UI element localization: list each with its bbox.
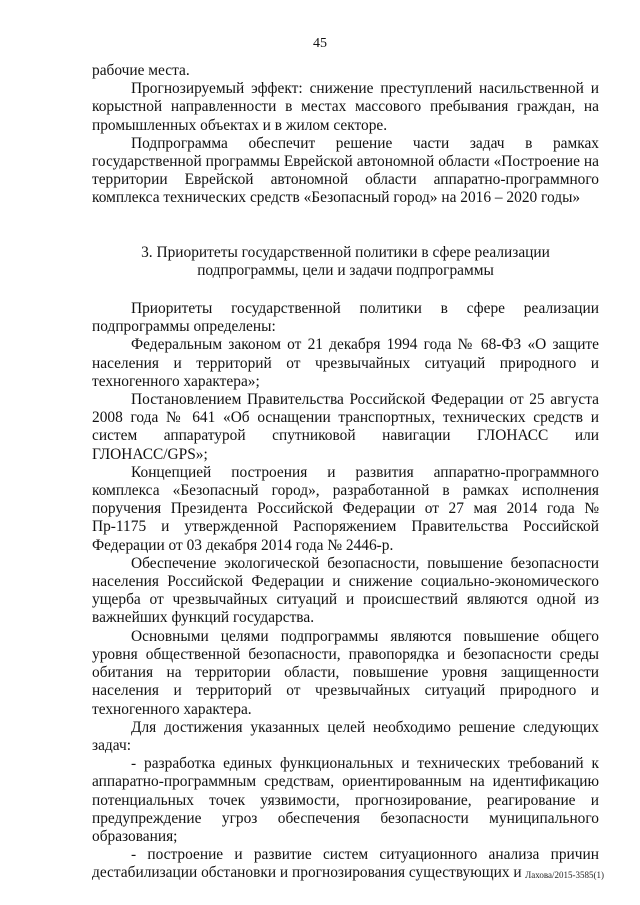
paragraph: Приоритеты государственной политики в сфере реализации подпрограммы определены: bbox=[92, 300, 599, 336]
section-heading-line2: подпрограммы, цели и задачи подпрограммы bbox=[197, 261, 494, 279]
paragraph: Федеральным законом от 21 декабря 1994 года № 68-ФЗ «О защите населения и территорий от чрезвычайных ситуаций природного и техногенного характера»; bbox=[92, 336, 599, 390]
list-item: - разработка единых функциональных и технических требований к аппаратно-программным средствам, ориентированным на идентификацию потенциальных точек уязвимости, прогнозирование, реагирование и предупреждение угроз обеспечения безопасности муниципального образования; bbox=[92, 755, 599, 845]
section-heading-line1: 3. Приоритеты государственной политики в сфере реализации bbox=[141, 243, 550, 261]
paragraph: рабочие места. bbox=[92, 62, 190, 79]
paragraph: Постановлением Правительства Российской Федерации от 25 августа 2008 года № 641 «Об оснащении транспортных, технических средств и систем аппаратурой спутниковой навигации ГЛОНАСС или ГЛОНАСС/GPS»; bbox=[92, 391, 599, 463]
paragraph: Обеспечение экологической безопасности, повышение безопасности населения Российской Федерации и снижение социально-экономического ущерба от чрезвычайных ситуаций и происшествий являются одной из важнейших функций государства. bbox=[92, 554, 599, 627]
paragraph: Подпрограмма обеспечит решение части задач в рамках государственной программы Еврейской автономной области «Построение на территории Еврейской автономной области аппаратно-программного комплекса технических средств «Безопасный город» на 2016 – 2020 годы» bbox=[92, 134, 599, 207]
paragraph: Для достижения указанных целей необходимо решение следующих задач: bbox=[92, 718, 599, 754]
spacer bbox=[92, 208, 599, 244]
paragraph: Основными целями подпрограммы являются повышение общего уровня общественной безопасности, правопорядка и безопасности среды обитания на территории области, повышение уровня защищенности населения и территорий от чрезвычайных ситуаций природного и техногенного характера. bbox=[92, 627, 599, 718]
footer-code: Лахова/2015-3585(1) bbox=[525, 870, 604, 880]
spacer bbox=[92, 280, 599, 300]
document-body bbox=[92, 62, 599, 883]
section-heading bbox=[92, 244, 599, 280]
page-number: 45 bbox=[313, 36, 327, 51]
list-item: - построение и развитие систем ситуационного анализа причин дестабилизации обстановки и прогнозирования существующих и bbox=[92, 846, 599, 882]
paragraph: Концепцией построения и развития аппаратно-программного комплекса «Безопасный город», разработанной в рамках исполнения поручения Президента Российской Федерации от 27 мая 2014 года № Пр-1175 и утвержденной Распоряжением Правительства Российской Федерации от 03 декабря 2014 года № 2446-р. bbox=[92, 463, 599, 554]
paragraph: Прогнозируемый эффект: снижение преступлений насильственной и корыстной направленности в местах массового пребывания граждан, на промышленных объектах и в жилом секторе. bbox=[92, 80, 599, 134]
